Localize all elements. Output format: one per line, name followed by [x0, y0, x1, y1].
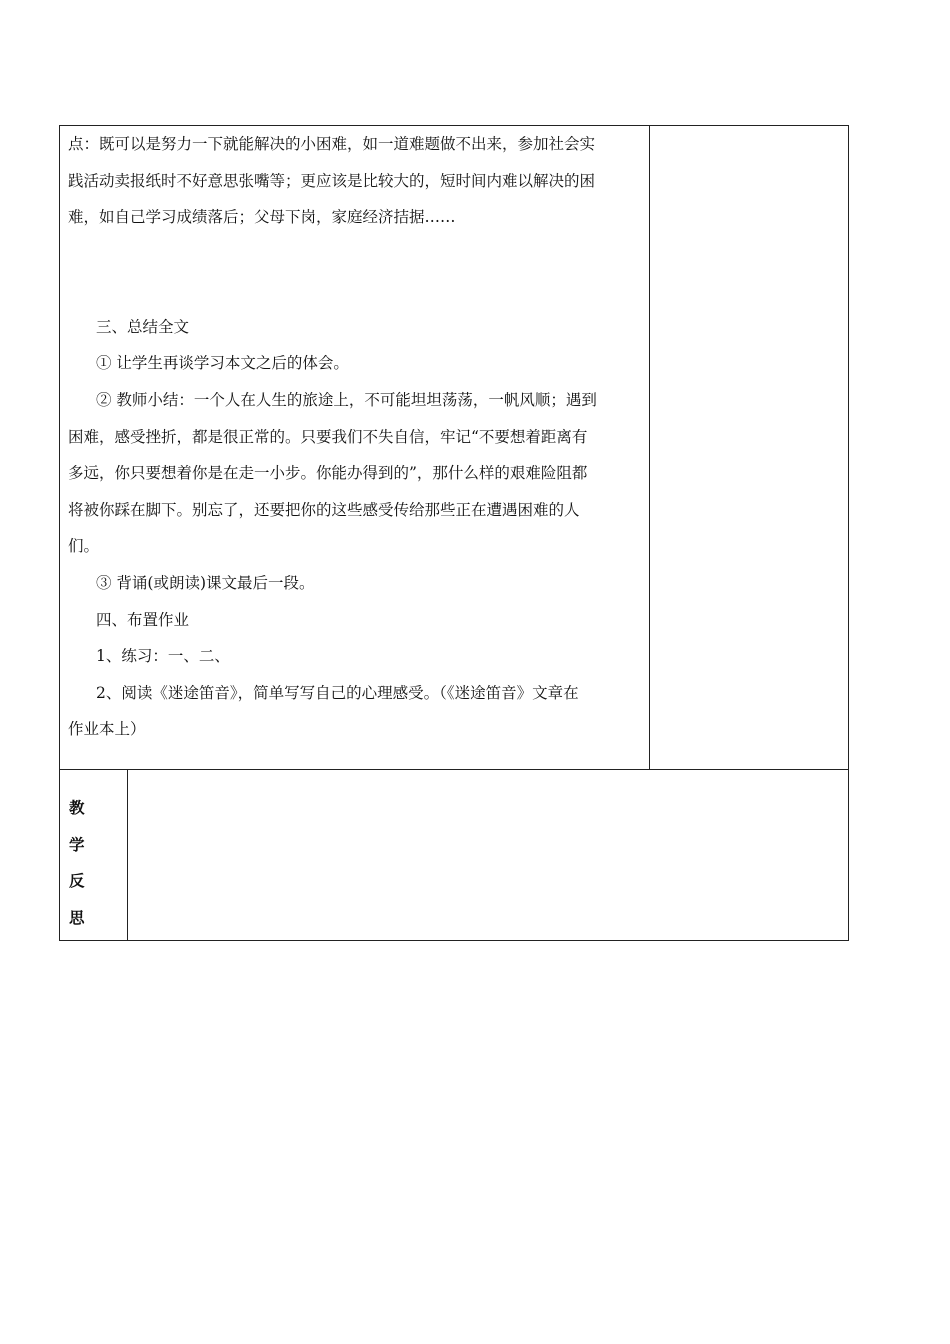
text-line: ② 教师小结：一个人在人生的旅途上，不可能坦坦荡荡，一帆风顺；遇到: [96, 390, 597, 409]
reflection-label: [69, 790, 99, 936]
text-line: 困难，感受挫折，都是很正常的。只要我们不失自信，牢记“不要想着距离有: [68, 427, 588, 446]
section-heading: 三、总结全文: [96, 317, 190, 336]
text-line: 多远，你只要想着你是在走一小步。你能办得到的”，那什么样的艰难险阻都: [68, 464, 588, 483]
lesson-table: [59, 125, 849, 770]
text-line: 将被你踩在脚下。别忘了，还要把你的这些感受传给那些正在遭遇困难的人: [68, 500, 580, 519]
spacer: [68, 236, 642, 309]
text-line: 作业本上）: [68, 720, 146, 739]
label-char: 思: [69, 908, 85, 927]
text-line: 难，如自己学习成绩落后；父母下岗，家庭经济拮据……: [68, 208, 456, 227]
lesson-content: [68, 126, 642, 748]
text-line: 践活动卖报纸时不好意思张嘴等；更应该是比较大的，短时间内难以解决的困: [68, 171, 596, 190]
text-line: 点：既可以是努力一下就能解决的小困难，如一道难题做不出来，参加社会实: [68, 135, 596, 153]
column-divider: [127, 770, 128, 940]
label-char: 教: [69, 799, 85, 817]
list-item: ③ 背诵(或朗读)课文最后一段。: [96, 573, 315, 592]
homework-item: 2、阅读《迷途笛音》，简单写写自己的心理感受。（《迷途笛音》文章在: [96, 683, 579, 702]
label-char: 学: [69, 835, 85, 854]
reflection-table: [59, 769, 849, 941]
label-char: 反: [69, 872, 85, 890]
section-heading: 四、布置作业: [96, 610, 190, 629]
list-item: ① 让学生再谈学习本文之后的体会。: [96, 354, 349, 373]
homework-item: 1、练习：一、二、: [96, 647, 230, 666]
column-divider: [649, 126, 650, 769]
text-line: 们。: [68, 537, 100, 556]
